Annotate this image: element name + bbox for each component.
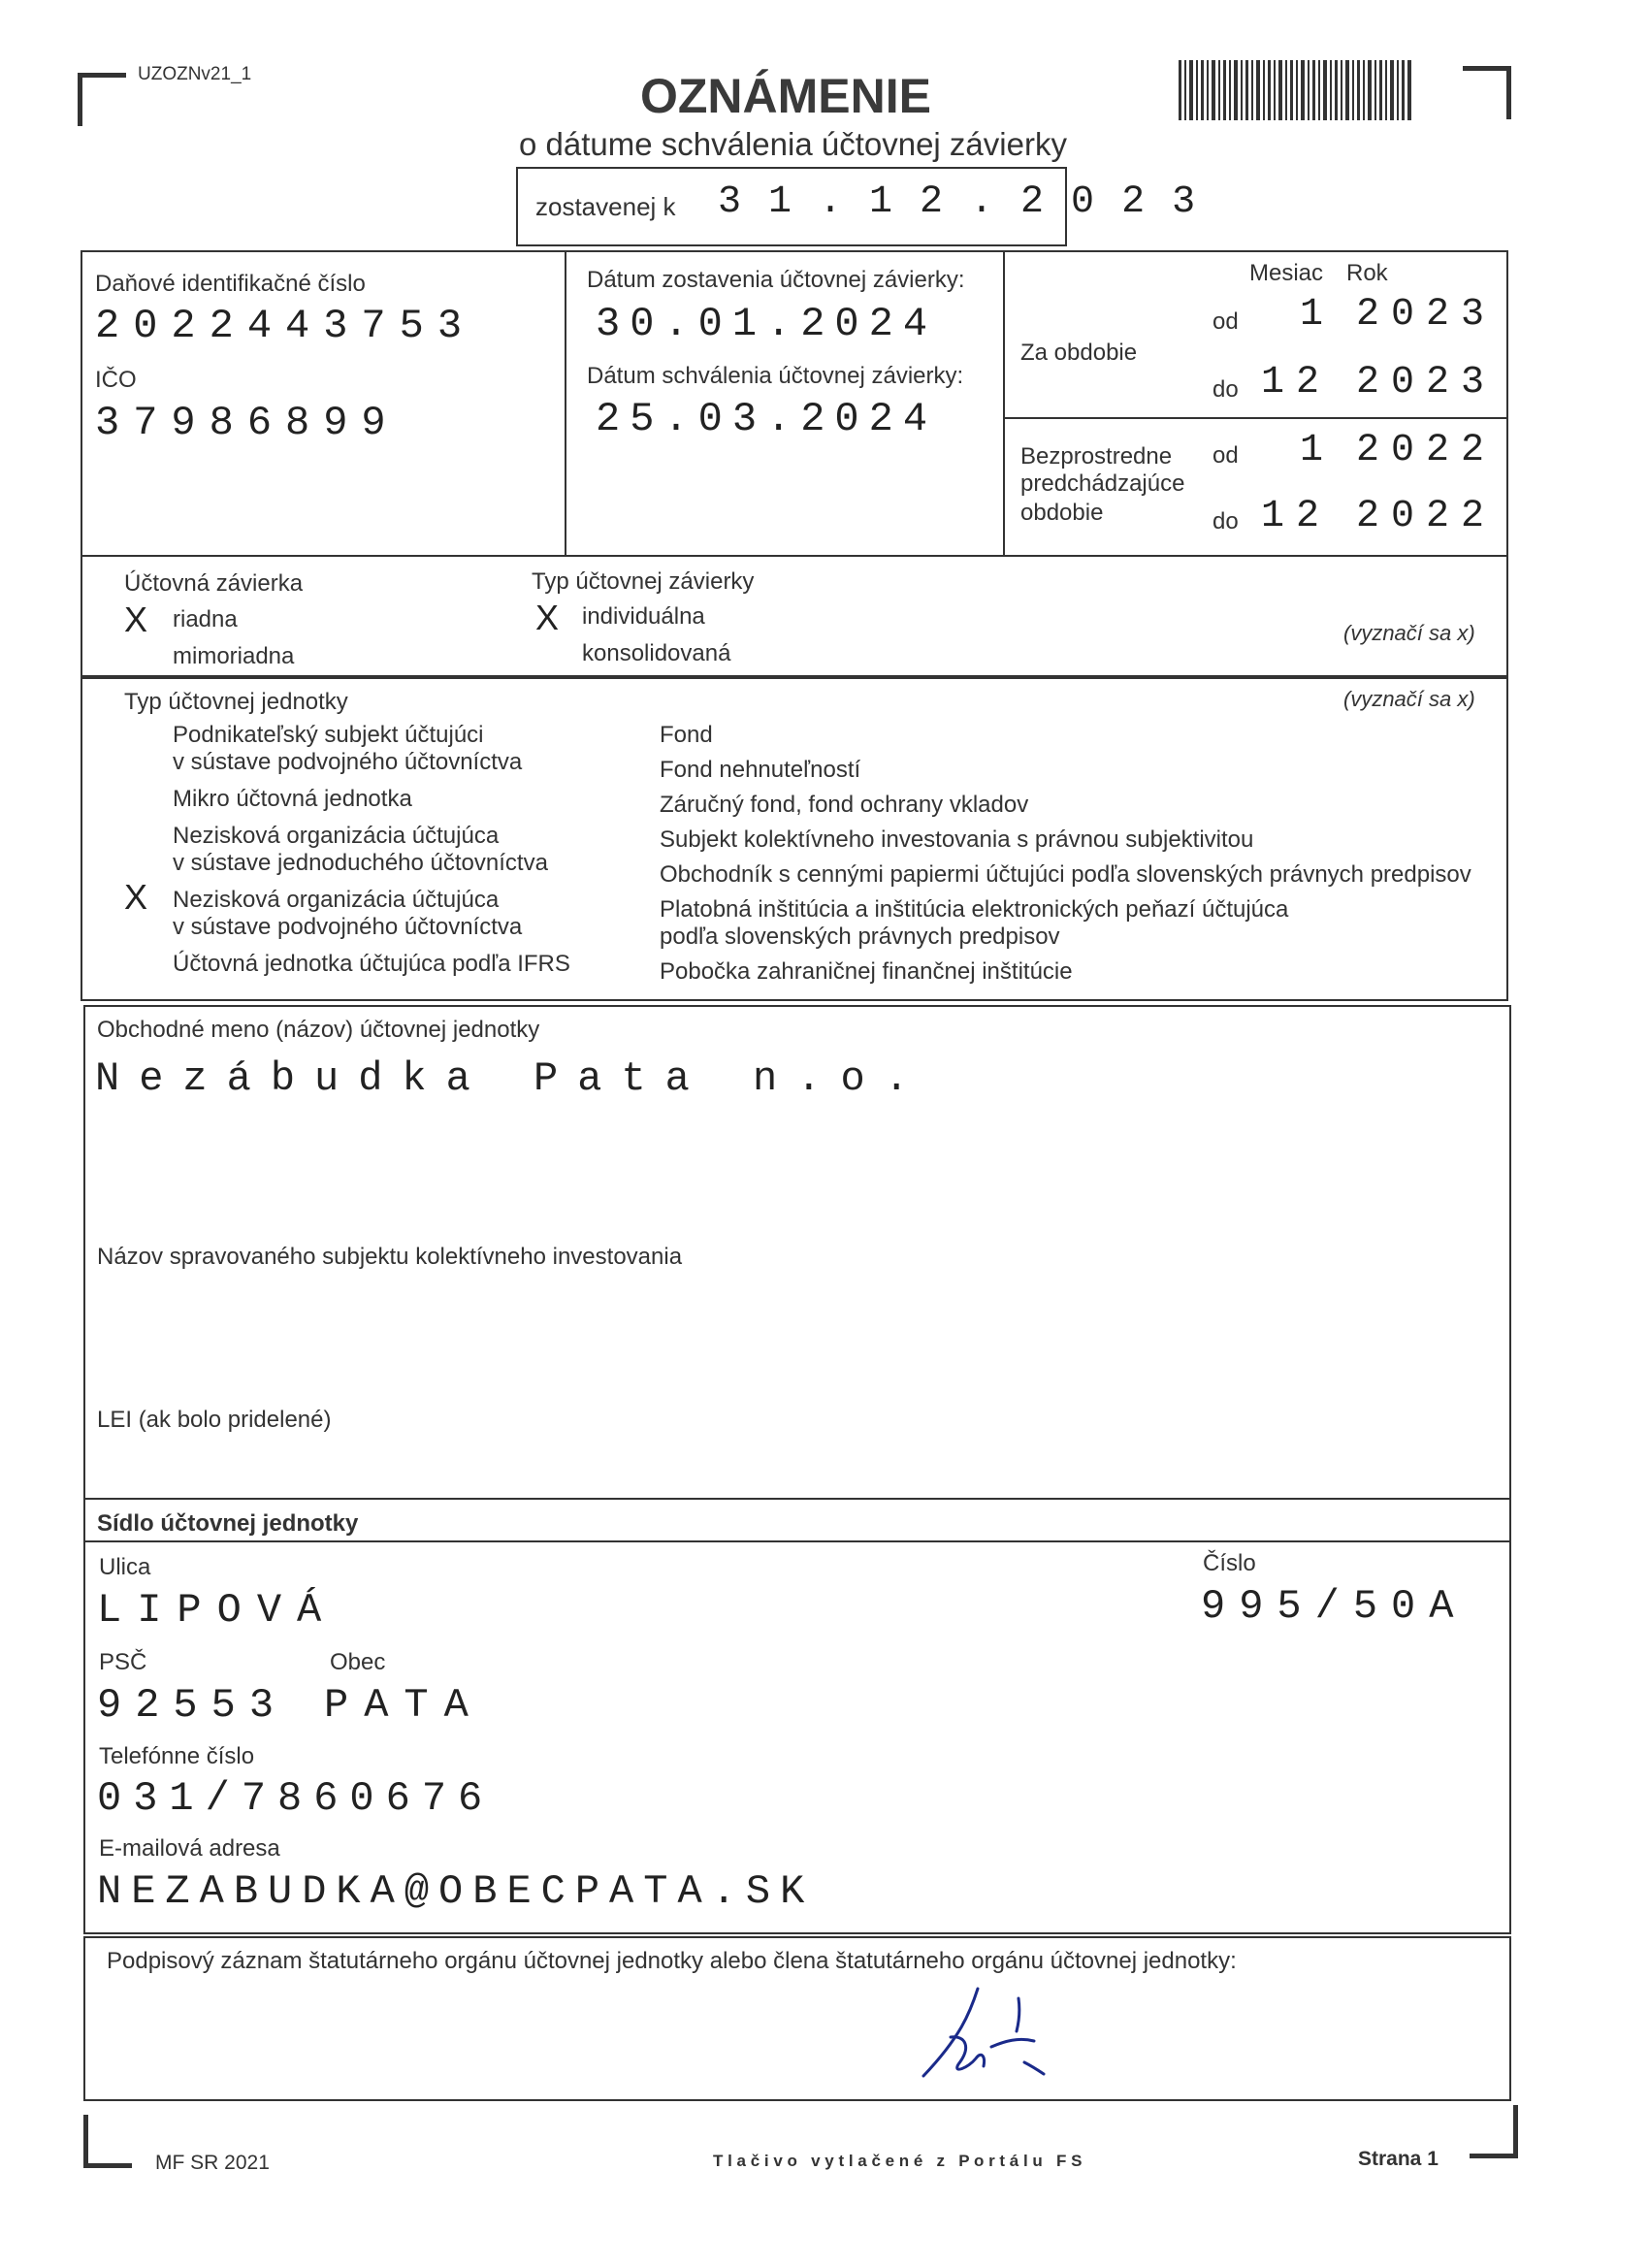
entity-type-left-column xyxy=(173,722,638,978)
address-section-label: Sídlo účtovnej jednotky xyxy=(97,1510,359,1537)
zip-value: 92553 xyxy=(97,1682,288,1729)
current-to-label: do xyxy=(1212,376,1239,403)
city-label: Obec xyxy=(330,1649,386,1675)
previous-period-label-3: obdobie xyxy=(1020,500,1104,526)
fund-name-label: Názov spravovaného subjektu kolektívneho investovania xyxy=(97,1244,683,1270)
street-label: Ulica xyxy=(99,1554,151,1580)
zip-label: PSČ xyxy=(99,1649,147,1675)
year-header: Rok xyxy=(1346,260,1388,286)
current-from-label: od xyxy=(1212,308,1239,335)
handwritten-signature xyxy=(912,1969,1086,2086)
name-label: Obchodné meno (názov) účtovnej jednotky xyxy=(97,1017,540,1043)
entity-option: Platobná inštitúcia a inštitúcia elektronických peňazí účtujúca xyxy=(660,896,1289,923)
entity-option: Podnikateľský subjekt účtujúci xyxy=(173,722,484,748)
previous-period-label-1: Bezprostredne xyxy=(1020,443,1173,470)
entity-type-right-column xyxy=(660,722,1494,986)
barcode xyxy=(1179,60,1413,120)
footer-left: MF SR 2021 xyxy=(155,2152,270,2174)
current-from-month: 1 xyxy=(1300,293,1336,337)
entity-option: Mikro účtovná jednotka xyxy=(173,786,412,812)
phone-value: 031/7860676 xyxy=(97,1775,495,1822)
dic-value: 2022443753 xyxy=(95,303,476,349)
corner-mark-bottom-right xyxy=(1470,2105,1518,2158)
approved-date-label: Dátum schválenia účtovnej závierky: xyxy=(587,363,964,389)
current-period-label: Za obdobie xyxy=(1020,340,1138,366)
divider xyxy=(1003,417,1508,419)
form-code: UZOZNv21_1 xyxy=(138,64,252,84)
number-label: Číslo xyxy=(1203,1550,1256,1576)
closing-type-label: Typ účtovnej závierky xyxy=(532,568,755,595)
closing-consolidated-option: konsolidovaná xyxy=(582,640,731,666)
month-header: Mesiac xyxy=(1249,260,1324,286)
city-value: PATA xyxy=(324,1682,484,1729)
closing-extraordinary-option: mimoriadna xyxy=(173,643,295,669)
entity-option: Fond xyxy=(660,722,713,748)
signature-label: Podpisový záznam štatutárneho orgánu účtovnej jednotky alebo člena štatutárneho orgánu účtovnej jednotky: xyxy=(107,1948,1237,1974)
entity-option: v sústave podvojného účtovníctva xyxy=(173,914,523,940)
footer-center: T l a č i v o v y t l a č e n é z P o r t á l u F S xyxy=(713,2152,1083,2170)
form-subtitle: o dátume schválenia účtovnej závierky xyxy=(519,126,1067,162)
previous-from-month: 1 xyxy=(1300,429,1336,472)
divider xyxy=(565,250,566,557)
entity-option: v sústave jednoduchého účtovníctva xyxy=(173,850,548,876)
entity-option: Nezisková organizácia účtujúca xyxy=(173,887,500,913)
street-value: LIPOVÁ xyxy=(97,1587,338,1634)
entity-option: Nezisková organizácia účtujúca xyxy=(173,823,500,849)
closing-label: Účtovná závierka xyxy=(124,570,304,597)
ico-value: 37986899 xyxy=(95,400,400,446)
entity-type-label: Typ účtovnej jednotky xyxy=(124,689,348,715)
name-value: Nezábudka Pata n.o. xyxy=(95,1055,928,1102)
entity-option: v sústave podvojného účtovníctva xyxy=(173,749,523,775)
entity-option: Účtovná jednotka účtujúca podľa IFRS xyxy=(173,951,570,977)
corner-mark-top-left xyxy=(78,73,126,126)
phone-label: Telefónne číslo xyxy=(99,1743,255,1769)
closing-mark-hint: (vyznačí sa x) xyxy=(1343,621,1475,645)
compiled-date-label: Dátum zostavenia účtovnej závierky: xyxy=(587,267,965,293)
entity-option: Fond nehnuteľností xyxy=(660,757,861,783)
previous-from-year: 2022 xyxy=(1356,429,1497,472)
entity-type-mark-hint: (vyznačí sa x) xyxy=(1343,687,1475,711)
approved-date-value: 25.03.2024 xyxy=(596,396,938,442)
entity-option: Subjekt kolektívneho investovania s právnou subjektivitou xyxy=(660,826,1254,853)
entity-nonprofit-double-entry-checkmark: X xyxy=(124,877,148,917)
closing-regular-option: riadna xyxy=(173,606,238,632)
email-label: E-mailová adresa xyxy=(99,1835,280,1862)
entity-option: Obchodník s cennými papiermi účtujúci podľa slovenských právnych predpisov xyxy=(660,861,1471,888)
current-from-year: 2023 xyxy=(1356,293,1497,337)
footer-right: Strana 1 xyxy=(1358,2148,1439,2170)
divider xyxy=(83,1540,1511,1542)
form-title: OZNÁMENIE xyxy=(640,69,931,123)
divider xyxy=(1003,250,1005,557)
previous-to-month: 12 xyxy=(1261,495,1332,538)
previous-to-label: do xyxy=(1212,508,1239,535)
current-to-month: 12 xyxy=(1261,361,1332,405)
prepared-label: zostavenej k xyxy=(535,192,676,221)
entity-option: Záručný fond, fond ochrany vkladov xyxy=(660,792,1029,818)
number-value: 995/50A xyxy=(1201,1583,1468,1630)
lei-label: LEI (ak bolo pridelené) xyxy=(97,1407,332,1433)
dic-label: Daňové identifikačné číslo xyxy=(95,271,366,297)
previous-period-label-2: predchádzajúce xyxy=(1020,470,1185,497)
prepared-date-value: 3 1 . 1 2 . 2 0 2 3 xyxy=(718,180,1198,224)
entity-option: Pobočka zahraničnej finančnej inštitúcie xyxy=(660,958,1073,985)
previous-from-label: od xyxy=(1212,442,1239,469)
current-to-year: 2023 xyxy=(1356,361,1497,405)
compiled-date-value: 30.01.2024 xyxy=(596,301,938,347)
email-value: NEZABUDKA@OBECPATA.SK xyxy=(97,1868,815,1915)
entity-option: podľa slovenských právnych predpisov xyxy=(660,923,1060,950)
closing-individual-checkmark: X xyxy=(535,598,560,637)
previous-to-year: 2022 xyxy=(1356,495,1497,538)
corner-mark-bottom-left xyxy=(83,2115,132,2168)
ico-label: IČO xyxy=(95,367,137,393)
corner-mark-top-right xyxy=(1463,66,1511,119)
closing-individual-option: individuálna xyxy=(582,603,705,630)
closing-regular-checkmark: X xyxy=(124,599,148,639)
